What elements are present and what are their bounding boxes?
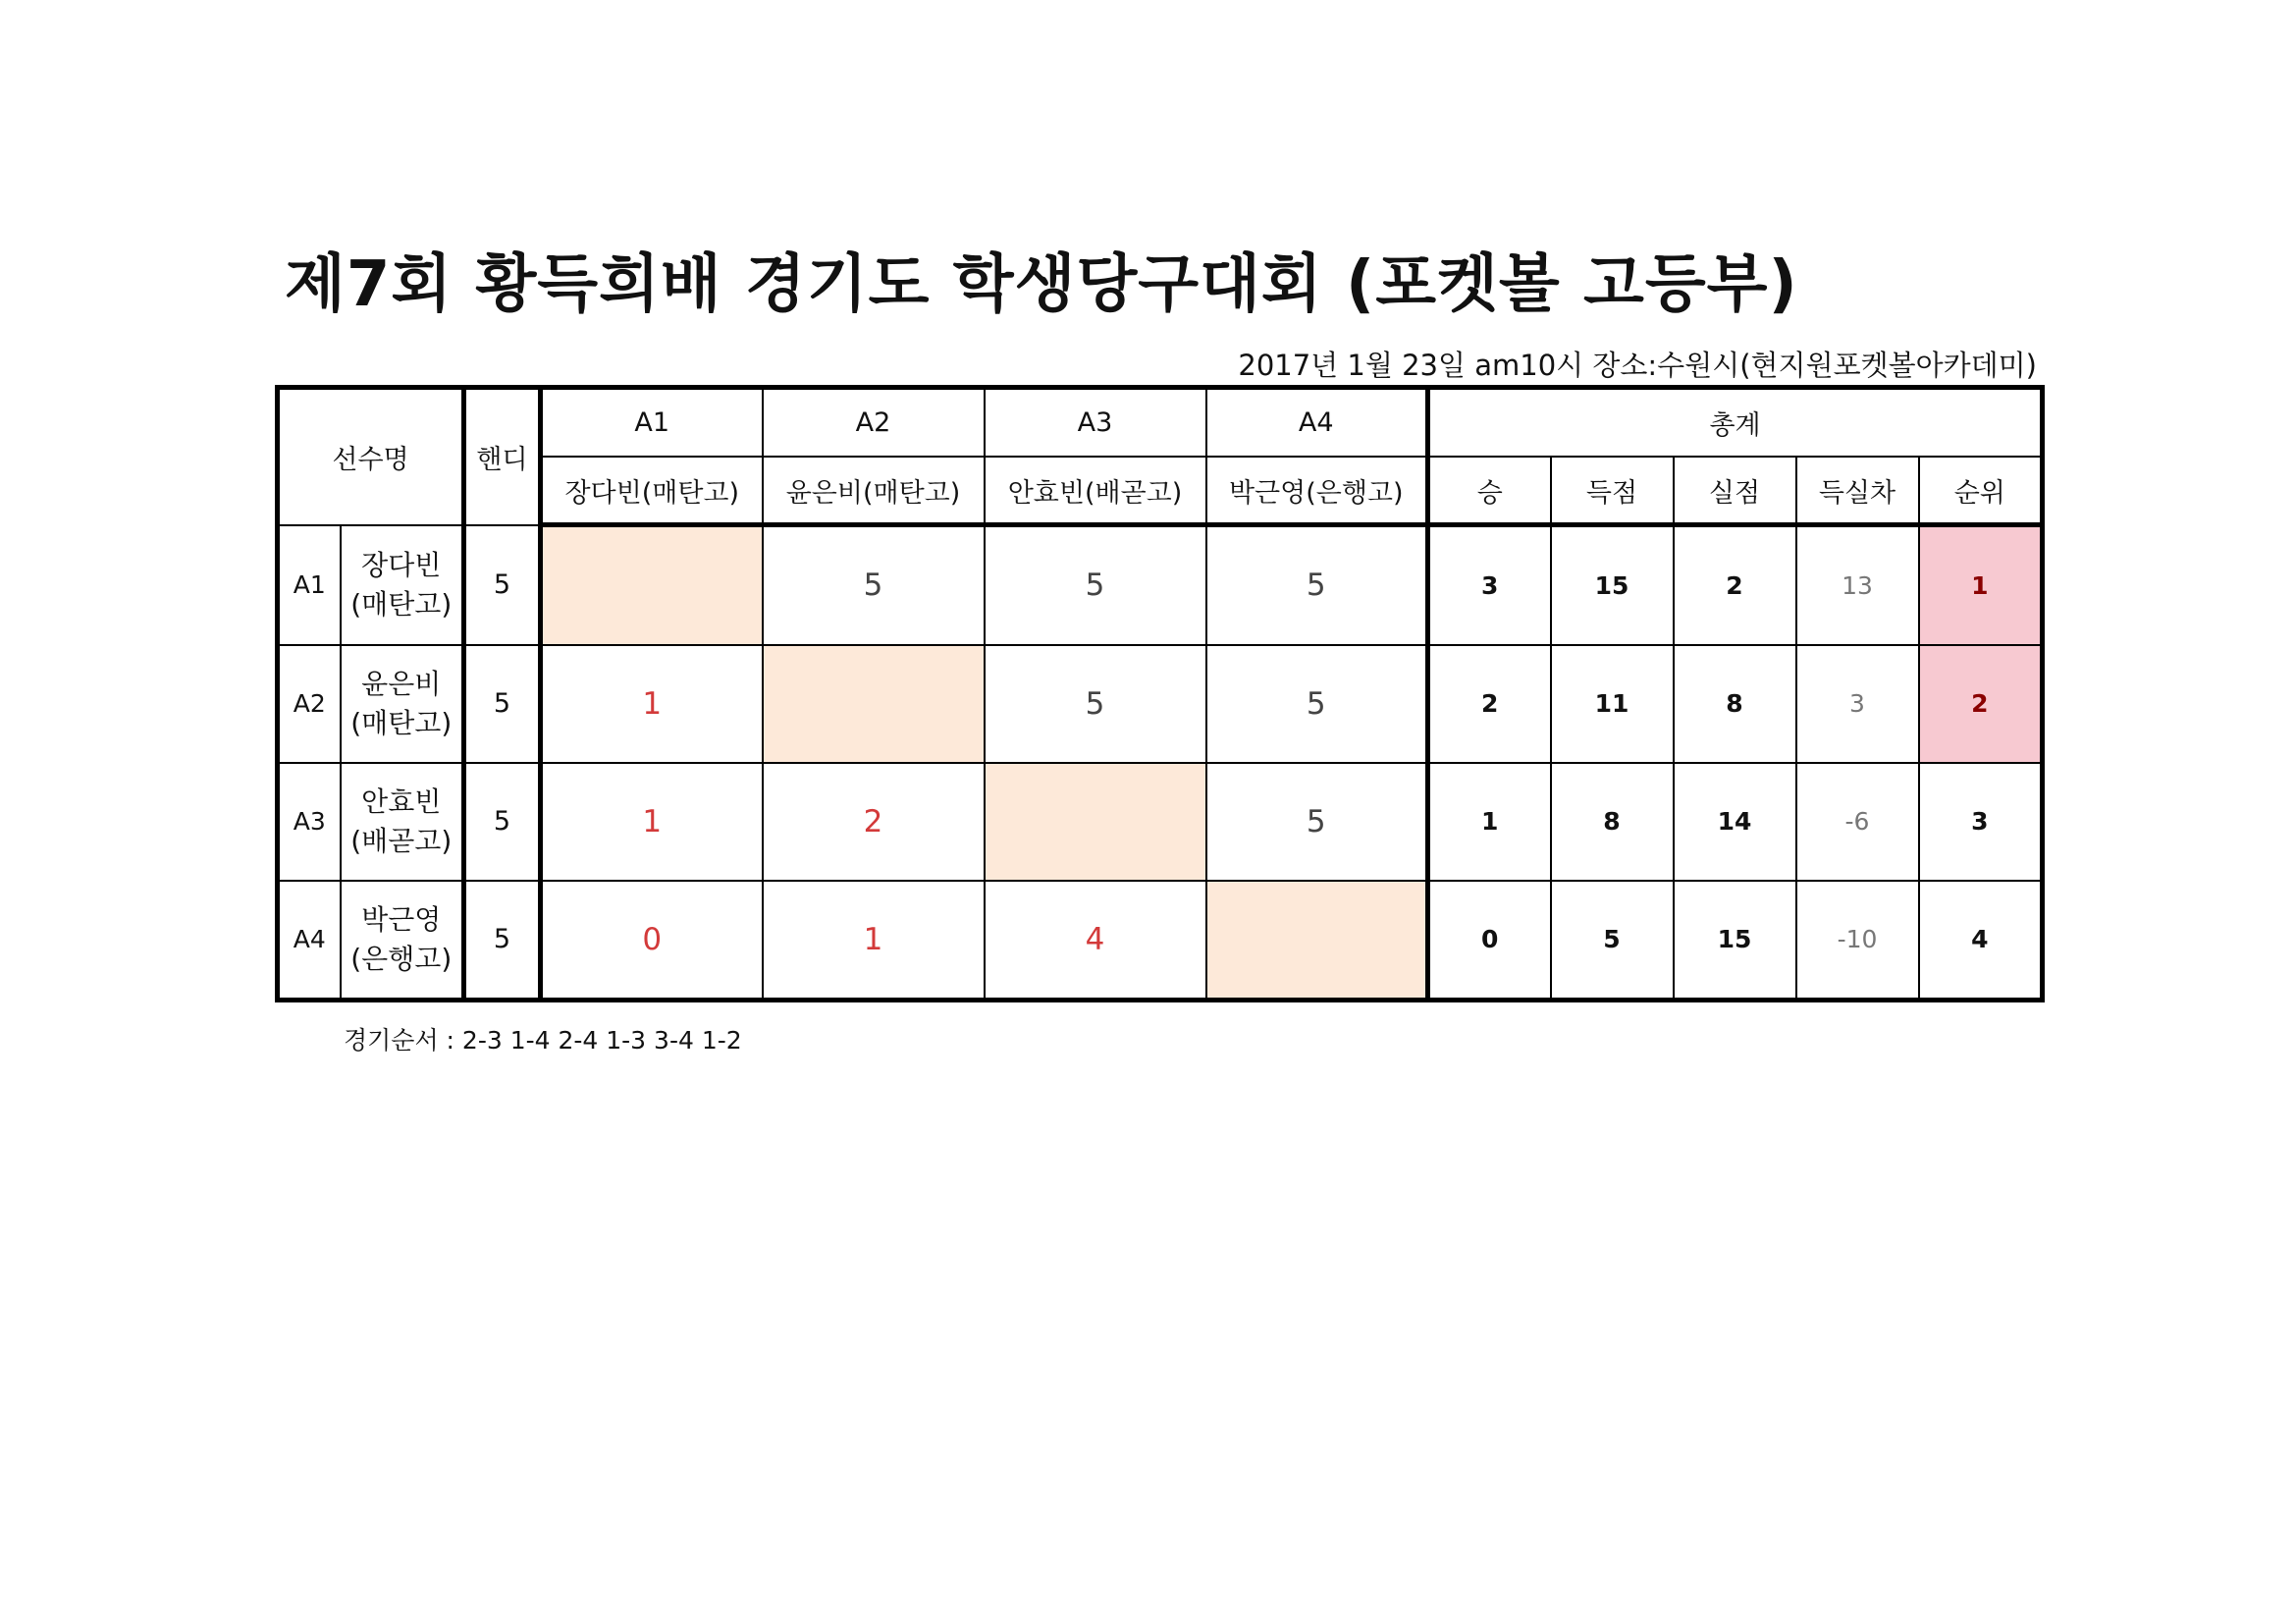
match-score: 4 (985, 881, 1206, 1001)
player-row (278, 525, 2043, 645)
stat-points-against: 14 (1674, 763, 1796, 881)
header-opponent-name: 박근영(은행고) (1206, 457, 1428, 525)
player-handicap: 5 (464, 763, 541, 881)
header-stat-diff: 득실차 (1796, 457, 1919, 525)
player-name-cell (341, 525, 464, 645)
header-opponent-code: A1 (541, 388, 763, 457)
player-code: A3 (278, 763, 341, 881)
stat-points-against: 15 (1674, 881, 1796, 1001)
match-score: 5 (763, 525, 985, 645)
player-school: (매탄고) (350, 587, 453, 621)
player-handicap: 5 (464, 881, 541, 1001)
league-table (275, 385, 2045, 1002)
stat-points-for: 11 (1551, 645, 1674, 763)
header-opponent-name: 윤은비(매탄고) (763, 457, 985, 525)
rank-value: 1 (1971, 570, 1989, 600)
player-school: (매탄고) (350, 706, 453, 739)
match-score: 1 (763, 881, 985, 1001)
match-score: 2 (763, 763, 985, 881)
header-opponent-name: 안효빈(배곧고) (985, 457, 1206, 525)
self-match-cell (1206, 881, 1428, 1001)
stat-rank (1919, 525, 2043, 645)
header-stat-points-against: 실점 (1674, 457, 1796, 525)
player-name-cell (341, 763, 464, 881)
header-stat-wins: 승 (1428, 457, 1551, 525)
header-stat-rank: 순위 (1919, 457, 2043, 525)
player-row (278, 881, 2043, 1001)
player-school: (은행고) (350, 942, 453, 975)
header-handicap: 핸디 (464, 388, 541, 525)
match-score: 5 (985, 525, 1206, 645)
player-name-cell (341, 645, 464, 763)
stat-points-against: 2 (1674, 525, 1796, 645)
match-score: 0 (541, 881, 763, 1001)
stat-wins: 1 (1428, 763, 1551, 881)
header-opponent-code: A4 (1206, 388, 1428, 457)
stat-points-for: 5 (1551, 881, 1674, 1001)
match-order-note: 경기순서 : 2-3 1-4 2-4 1-3 3-4 1-2 (344, 1026, 742, 1055)
stat-wins: 0 (1428, 881, 1551, 1001)
player-name: 장다빈 (361, 548, 442, 581)
player-code: A1 (278, 525, 341, 645)
header-opponent-code: A3 (985, 388, 1206, 457)
stat-diff: -10 (1796, 881, 1919, 1001)
player-code: A2 (278, 645, 341, 763)
match-score: 5 (985, 645, 1206, 763)
player-name: 안효빈 (361, 785, 442, 818)
stat-rank: 4 (1919, 881, 2043, 1001)
header-total: 총계 (1428, 388, 2043, 457)
self-match-cell (763, 645, 985, 763)
date-venue-line: 2017년 1월 23일 am10시 장소:수원시(현지원포켓볼아카데미) (1238, 349, 2037, 382)
player-name: 박근영 (361, 902, 442, 936)
stat-rank (1919, 645, 2043, 763)
stat-diff: 3 (1796, 645, 1919, 763)
header-opponent-code: A2 (763, 388, 985, 457)
player-handicap: 5 (464, 645, 541, 763)
match-score: 1 (541, 645, 763, 763)
player-name: 윤은비 (361, 667, 442, 700)
stat-rank: 3 (1919, 763, 2043, 881)
header-player: 선수명 (278, 388, 464, 525)
document-title: 제7회 황득희배 경기도 학생당구대회 (포켓볼 고등부) (285, 248, 1798, 321)
stat-wins: 3 (1428, 525, 1551, 645)
stat-wins: 2 (1428, 645, 1551, 763)
self-match-cell (985, 763, 1206, 881)
player-code: A4 (278, 881, 341, 1001)
self-match-cell (541, 525, 763, 645)
stat-points-for: 8 (1551, 763, 1674, 881)
player-school: (배곧고) (350, 824, 453, 857)
player-handicap: 5 (464, 525, 541, 645)
stat-points-against: 8 (1674, 645, 1796, 763)
header-stat-points-for: 득점 (1551, 457, 1674, 525)
header-opponent-name: 장다빈(매탄고) (541, 457, 763, 525)
player-row (278, 645, 2043, 763)
player-row (278, 763, 2043, 881)
stat-points-for: 15 (1551, 525, 1674, 645)
rank-value: 2 (1971, 689, 1989, 719)
match-score: 5 (1206, 645, 1428, 763)
player-name-cell (341, 881, 464, 1001)
stat-diff: 13 (1796, 525, 1919, 645)
match-score: 1 (541, 763, 763, 881)
match-score: 5 (1206, 525, 1428, 645)
stat-diff: -6 (1796, 763, 1919, 881)
match-score: 5 (1206, 763, 1428, 881)
